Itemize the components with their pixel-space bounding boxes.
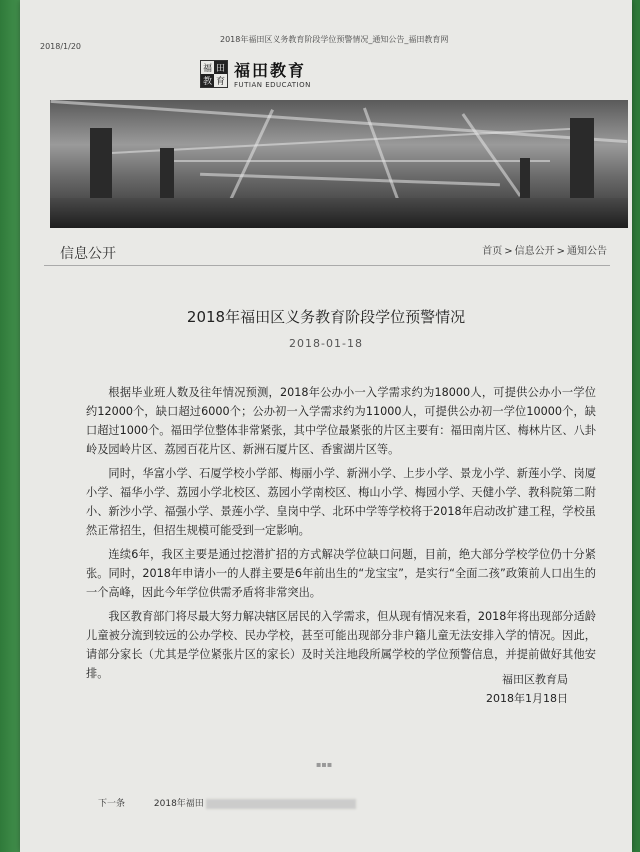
breadcrumb-home[interactable]: 首页 — [482, 246, 503, 257]
signature-org: 福田区教育局 — [502, 673, 568, 686]
article-title: 2018年福田区义务教育阶段学位预警情况 — [186, 308, 466, 326]
next-label: 下一条 — [98, 799, 126, 809]
article-paragraph: 同时，华富小学、石厦学校小学部、梅丽小学、新洲小学、上步小学、景龙小学、新莲小学、岗厦小学、福华小学、荔园小学北校区、荔园小学南校区、梅山小学、梅园小学、天健小学、教科院第二附小、新沙小学、福强小学、景莲小学、皇岗中学、北环中学等学校将于2018年启动改扩建工程，学校虽然正常招生，但招生规模可能受到一定影响。 — [86, 467, 596, 537]
printed-page — [20, 0, 632, 852]
banner-image — [50, 100, 628, 228]
signature — [486, 670, 568, 708]
article-date: 2018-01-18 — [289, 337, 363, 350]
article-paragraph: 我区教育部门将尽最大努力解决辖区居民的入学需求，但从现有情况来看，2018年将出现部分适龄儿童被分流到较远的公办学校、民办学校，甚至可能出现部分非户籍儿童无法安排入学的情况。因此，请部分家长（尤其是学位紧张片区的家长）及时关注地段所属学校的学位预警信息，并提前做好其他安排。 — [86, 610, 596, 680]
next-article-link[interactable] — [98, 796, 356, 809]
breadcrumb-notice[interactable]: 通知公告 — [567, 246, 607, 257]
breadcrumb: 首页 > 信息公开 > 通知公告 — [482, 246, 607, 257]
article-paragraph: 连续6年，我区主要是通过挖潜扩招的方式解决学位缺口问题，目前，绝大部分学校学位仍十分紧张。同时，2018年申请小一的人群主要是6年前出生的“龙宝宝”，是实行“全面二孩”政策前人口出生的一个高峰，因此今年学位供需矛盾将非常突出。 — [86, 548, 596, 599]
logo-mark-icon: 福 田 教 育 — [200, 60, 228, 88]
page-marker: ▪▪▪ — [316, 760, 333, 769]
article-body — [86, 383, 596, 688]
section-title: 信息公开 — [60, 246, 116, 262]
print-header-source: 2018年福田区义务教育阶段学位预警情况_通知公告_福田教育网 — [220, 35, 449, 44]
print-date: 2018/1/20 — [40, 42, 82, 51]
logo-name-cn: 福田教育 — [234, 61, 307, 80]
signature-date: 2018年1月18日 — [486, 692, 568, 705]
site-logo[interactable] — [200, 58, 311, 89]
blurred-text — [206, 799, 356, 809]
logo-name-en: FUTIAN EDUCATION — [234, 81, 311, 89]
logo-text — [234, 58, 311, 89]
article-paragraph: 根据毕业班人数及往年情况预测，2018年公办小一入学需求约为18000人，可提供公办小一学位约12000个，缺口超过6000个；公办初一入学需求约为11000人，可提供公办初一学位10000个，缺口超过1000个。福田学位整体非常紧张，其中学位最紧张的片区主要有：福田南片区、梅林片区、八卦岭及园岭片区、荔园百花片区、新洲石厦片区、香蜜湖片区等。 — [86, 386, 596, 456]
breadcrumb-info[interactable]: 信息公开 — [514, 246, 555, 257]
next-title[interactable]: 2018年福田 — [153, 799, 204, 809]
divider — [44, 265, 610, 266]
